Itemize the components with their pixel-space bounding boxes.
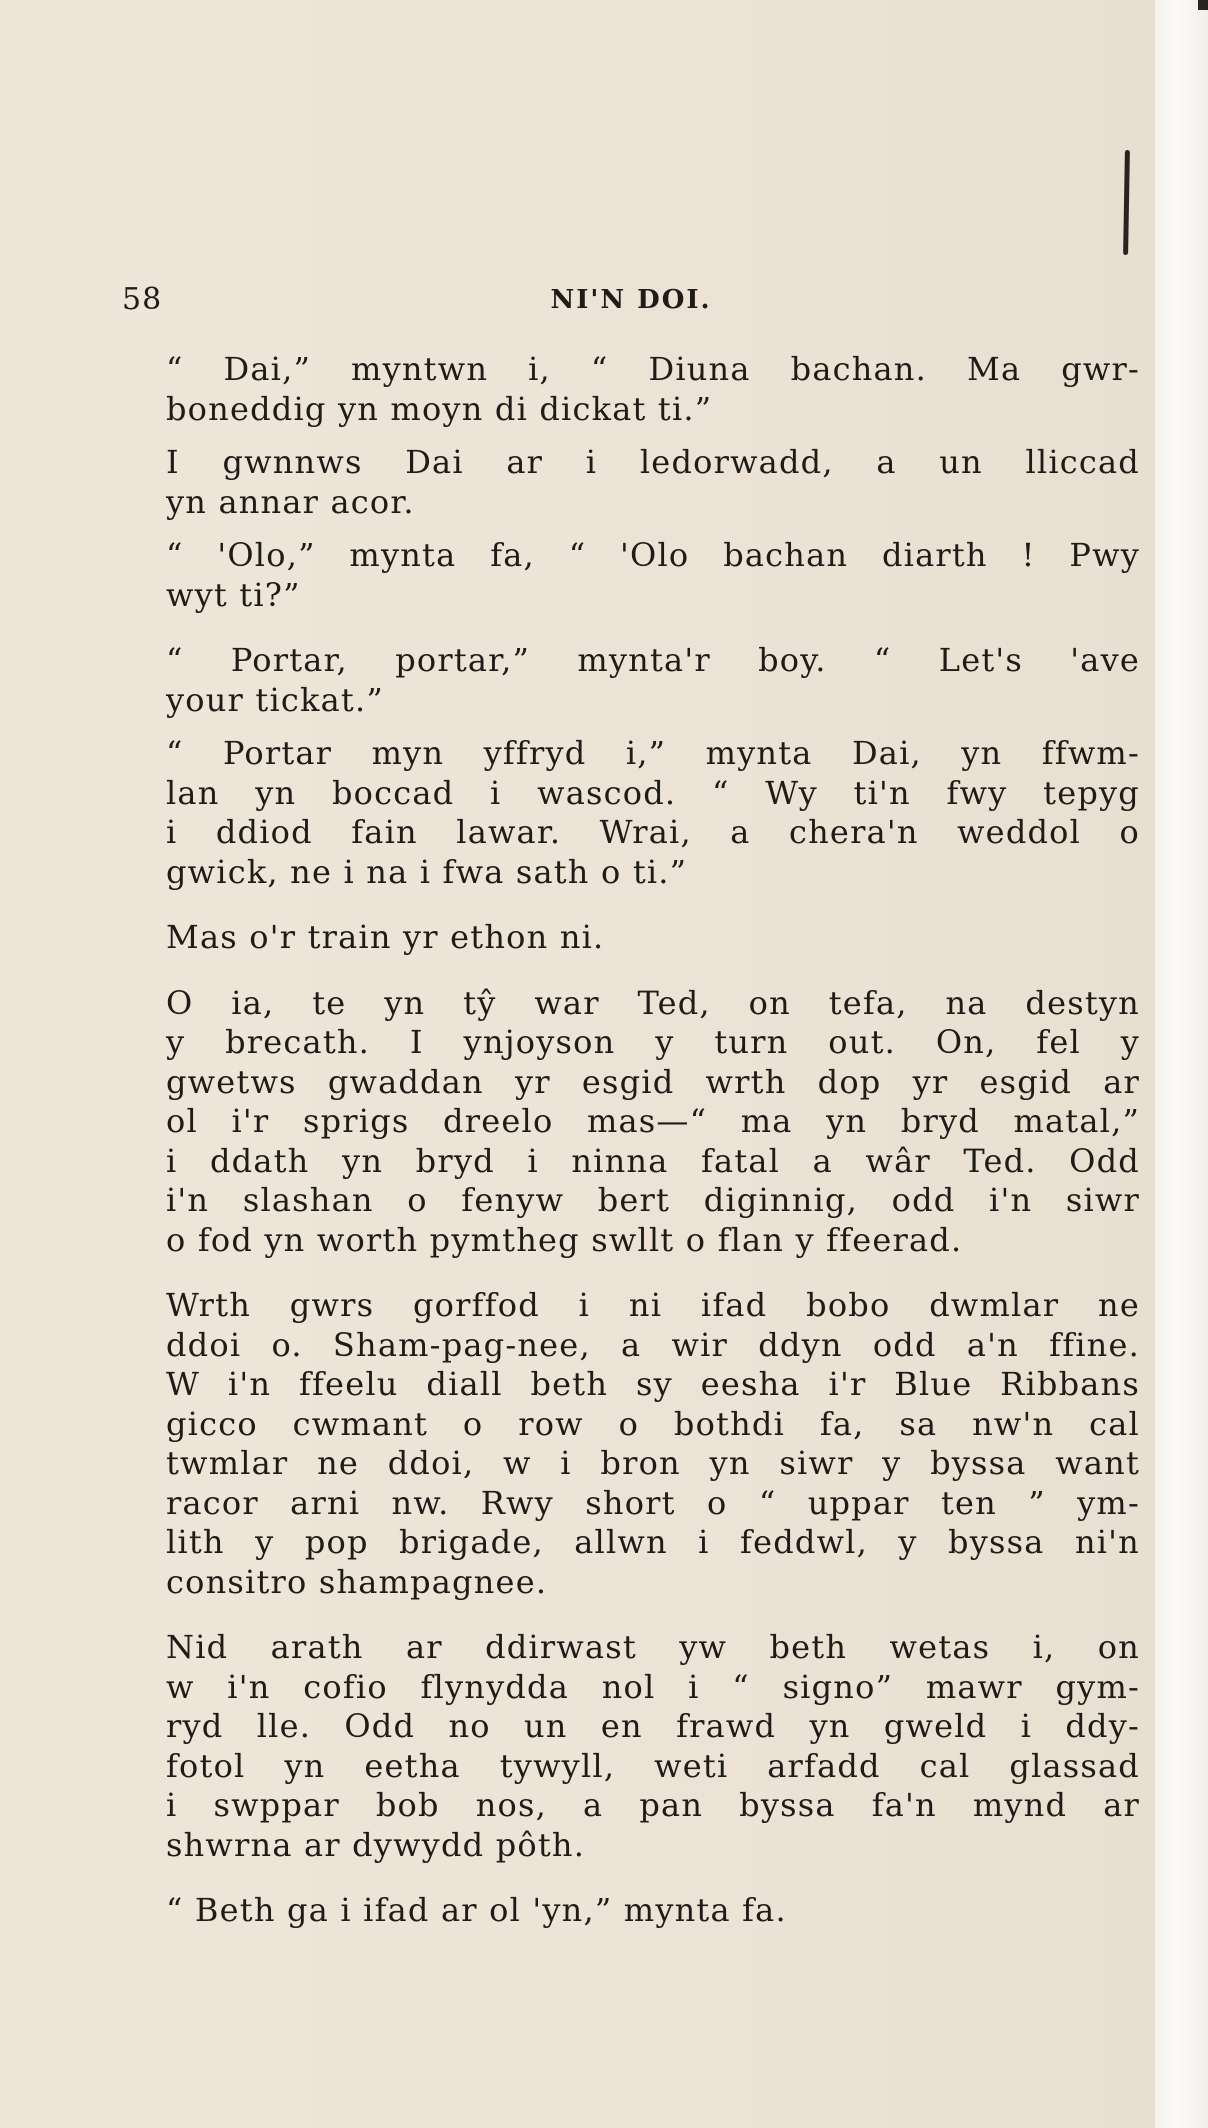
text-line: wyt ti?” xyxy=(166,575,301,614)
paragraph-gap xyxy=(122,522,1140,536)
text-line: gwick, ne i na i fwa sath o ti.” xyxy=(166,852,688,891)
paragraph xyxy=(122,641,1140,720)
text-line: o fod yn worth pymtheg swllt o flan y ffeerad. xyxy=(166,1220,963,1259)
paragraph xyxy=(122,443,1140,522)
text-line: W i'n ffeelu diall beth sy eesha i'r Blue Ribbans xyxy=(166,1365,1140,1403)
text-line: fotol yn eetha tywyll, weti arfadd cal glassad xyxy=(166,1746,1140,1785)
body-text xyxy=(122,350,1140,1931)
text-line: ddoi o. Sham-pag-nee, a wir ddyn odd a'n ffine. xyxy=(166,1325,1140,1364)
page-header xyxy=(122,280,1140,330)
text-line: i swppar bob nos, a pan byssa fa'n mynd ar xyxy=(166,1786,1140,1824)
text-line: consitro shampagnee. xyxy=(166,1562,548,1601)
text-line: Nid arath ar ddirwast yw beth wetas i, on xyxy=(166,1628,1140,1666)
text-line: racor arni nw. Rwy short o “ uppar ten ” ym- xyxy=(166,1483,1140,1522)
text-line: i'n slashan o fenyw bert diginnig, odd i'n siwr xyxy=(166,1181,1140,1219)
text-line: gicco cwmant o row o bothdi fa, sa nw'n cal xyxy=(166,1404,1140,1443)
paragraph-gap xyxy=(122,1602,1140,1628)
text-line: ryd lle. Odd no un en frawd yn gweld i ddy- xyxy=(166,1707,1140,1745)
text-line: Wrth gwrs gorffod i ni ifad bobo dwmlar ne xyxy=(166,1286,1140,1324)
paragraph xyxy=(122,536,1140,615)
paragraph-gap xyxy=(122,1260,1140,1286)
paragraph xyxy=(122,918,1140,958)
text-line: O ia, te yn tŷ war Ted, on tefa, na destyn xyxy=(166,983,1140,1022)
paragraph-gap xyxy=(122,1865,1140,1891)
text-line: shwrna ar dywydd pôth. xyxy=(166,1825,586,1864)
text-line: i ddath yn bryd i ninna fatal a wâr Ted. Odd xyxy=(166,1141,1140,1180)
text-line: i ddiod fain lawar. Wrai, a chera'n weddol o xyxy=(166,813,1140,851)
paragraph-gap xyxy=(122,958,1140,984)
text-line: “ 'Olo,” mynta fa, “ 'Olo bachan diarth ! Pwy xyxy=(166,536,1140,574)
text-line: boneddig yn moyn di dickat ti.” xyxy=(166,389,713,428)
text-line: ol i'r sprigs dreelo mas—“ ma yn bryd matal,” xyxy=(166,1102,1140,1140)
paragraph xyxy=(122,734,1140,892)
text-line: “ Beth ga i ifad ar ol 'yn,” mynta fa. xyxy=(166,1891,787,1929)
text-line: “ Portar myn yffryd i,” mynta Dai, yn ffwm- xyxy=(166,734,1140,772)
page-number: 58 xyxy=(122,282,163,317)
page-edge xyxy=(1155,0,1208,2128)
text-line: I gwnnws Dai ar i ledorwadd, a un lliccad xyxy=(166,443,1140,481)
text-line: “ Dai,” myntwn i, “ Diuna bachan. Ma gwr- xyxy=(166,350,1140,388)
paragraph-gap xyxy=(122,615,1140,641)
text-line: gwetws gwaddan yr esgid wrth dop yr esgid ar xyxy=(166,1062,1140,1101)
paragraph xyxy=(122,984,1140,1261)
text-line: lith y pop brigade, allwn i feddwl, y byssa ni'n xyxy=(166,1523,1140,1561)
text-line: lan yn boccad i wascod. “ Wy ti'n fwy tepyg xyxy=(166,773,1140,812)
paragraph-gap xyxy=(122,429,1140,443)
text-line: “ Portar, portar,” mynta'r boy. “ Let's 'ave xyxy=(166,641,1140,679)
text-line: Mas o'r train yr ethon ni. xyxy=(166,918,605,956)
paragraph xyxy=(122,1286,1140,1602)
paragraph xyxy=(122,350,1140,429)
paragraph-gap xyxy=(122,720,1140,734)
paragraph xyxy=(122,1628,1140,1865)
text-line: your tickat.” xyxy=(166,680,384,719)
paragraph-gap xyxy=(122,892,1140,918)
paragraph xyxy=(122,1891,1140,1931)
text-line: y brecath. I ynjoyson y turn out. On, fel y xyxy=(166,1023,1140,1061)
text-line: twmlar ne ddoi, w i bron yn siwr y byssa want xyxy=(166,1444,1140,1482)
edge-mark xyxy=(1198,0,1208,10)
running-title: NI'N DOI. xyxy=(550,285,712,315)
text-line: yn annar acor. xyxy=(166,482,415,521)
text-line: w i'n cofio flynydda nol i “ signo” mawr gym- xyxy=(166,1667,1140,1706)
